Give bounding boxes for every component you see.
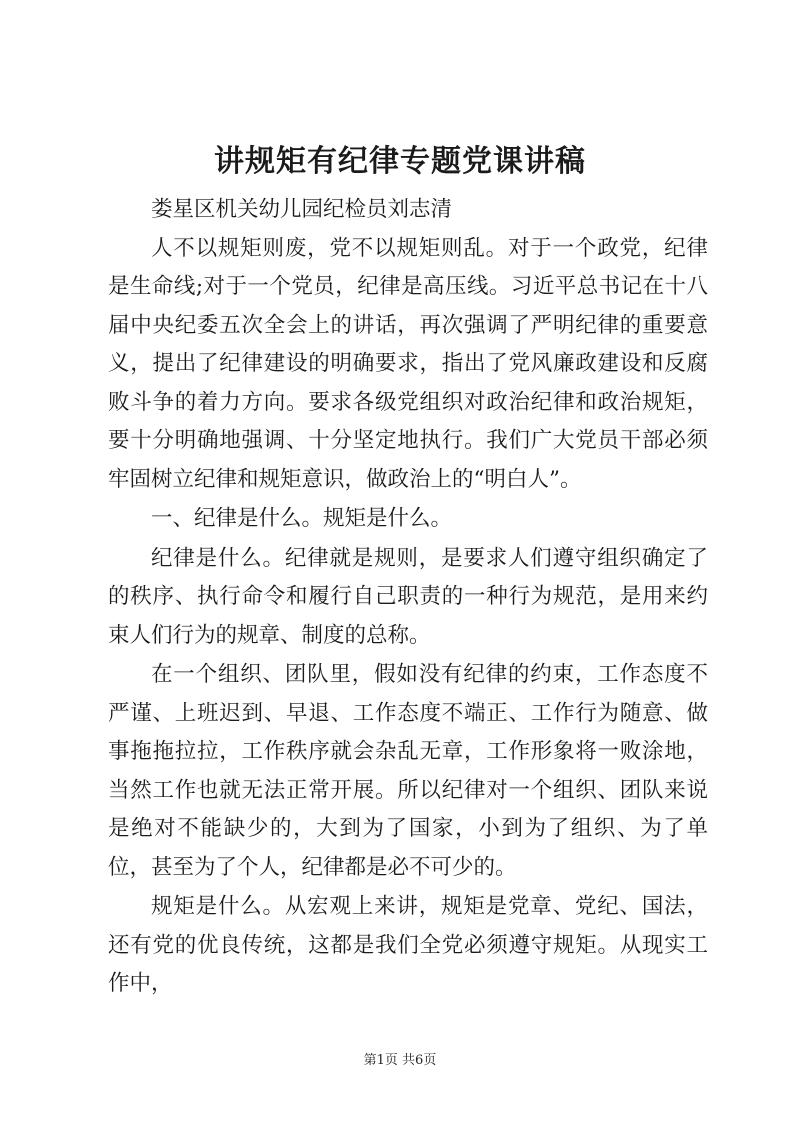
document-title: 讲规矩有纪律专题党课讲稿	[214, 144, 586, 179]
section-heading: 一、纪律是什么。规矩是什么。	[151, 506, 453, 531]
paragraph: 规矩是什么。从宏观上来讲，规矩是党章、党纪、国法，还有党的优良传统，这都是我们全党必须遵守规矩。从现实工作中，	[108, 894, 708, 996]
paragraph: 在一个组织、团队里，假如没有纪律的约束，工作态度不严谨、上班迟到、早退、工作态度不端正、工作行为随意、做事拖拖拉拉，工作秩序就会杂乱无章，工作形象将一败涂地，当然工作也就无法正常开展。所以纪律对一个组织、团队来说是绝对不能缺少的，大到为了国家，小到为了组织、为了单位，甚至为了个人，纪律都是必不可少的。	[108, 662, 708, 880]
document-body	[108, 191, 708, 1004]
author-line: 娄星区机关幼儿园纪检员刘志清	[151, 197, 453, 222]
paragraph: 人不以规矩则废，党不以规矩则乱。对于一个政党，纪律是生命线;对于一个党员，纪律是高压线。习近平总书记在十八届中央纪委五次全会上的讲话，再次强调了严明纪律的重要意义，提出了纪律建设的明确要求，指出了党风廉政建设和反腐败斗争的着力方向。要求各级党组织对政治纪律和政治规矩，要十分明确地强调、十分坚定地执行。我们广大党员干部必须牢固树立纪律和规矩意识，做政治上的“明白人”。	[108, 235, 708, 492]
page-number-footer: 第1页 共6页	[363, 1053, 437, 1068]
paragraph: 纪律是什么。纪律就是规则，是要求人们遵守组织确定了的秩序、执行命令和履行自己职责的一种行为规范，是用来约束人们行为的规章、制度的总称。	[108, 545, 708, 648]
